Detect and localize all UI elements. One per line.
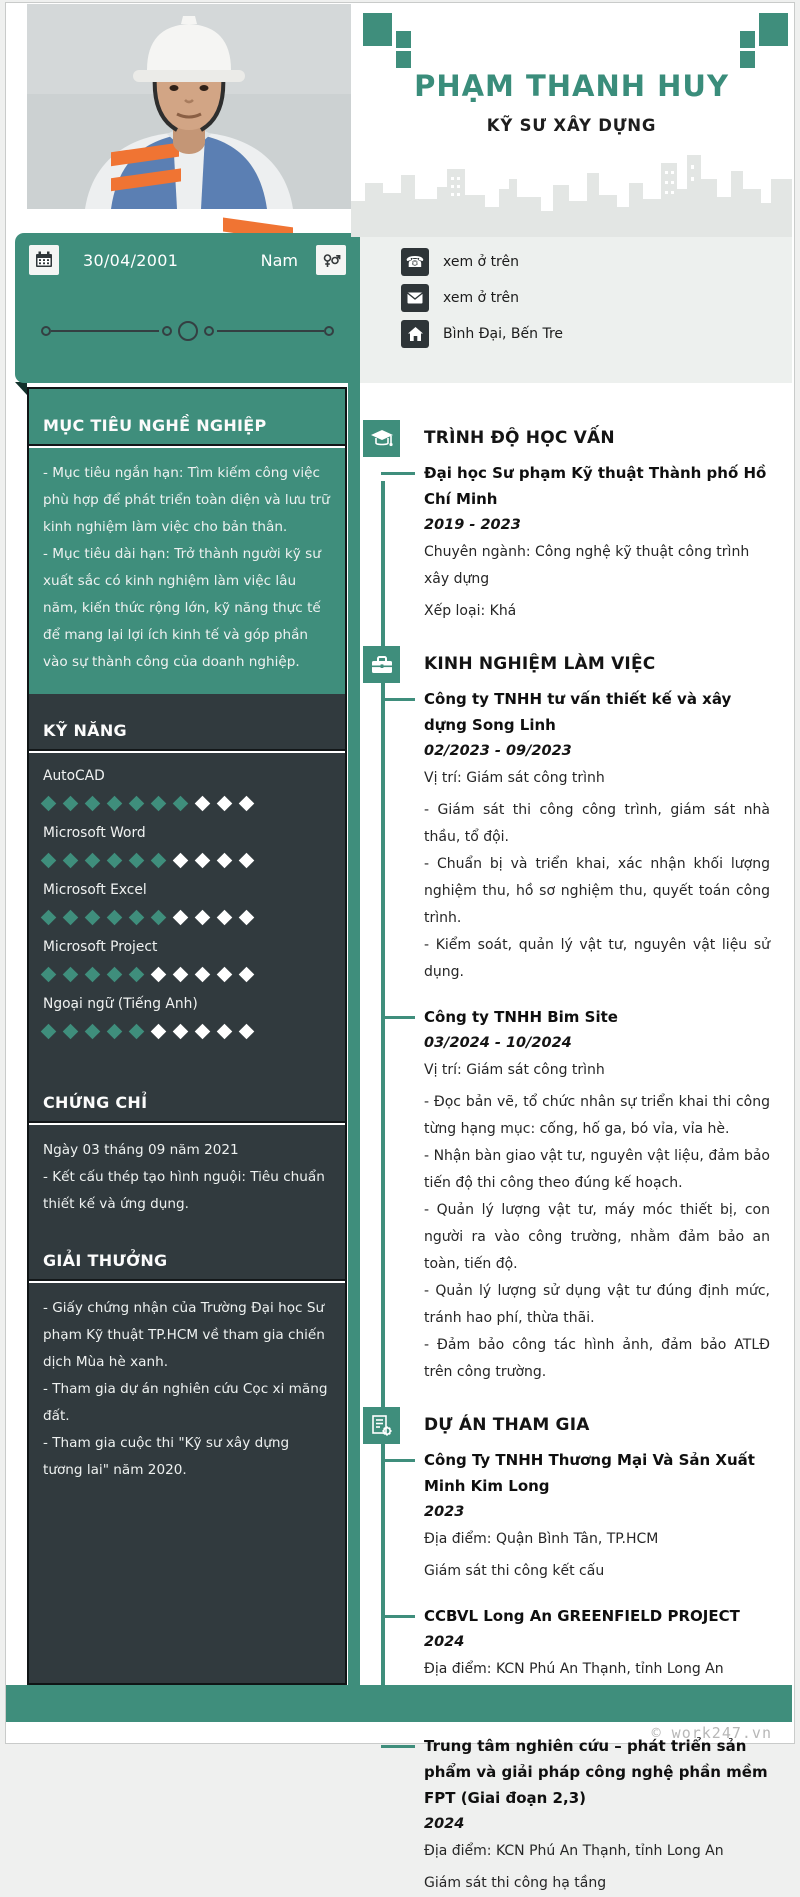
section-underline: [29, 444, 345, 448]
profile-photo-illustration: [27, 4, 351, 209]
project-entry: [424, 1447, 770, 1585]
skill-item: Microsoft Project: [43, 936, 331, 980]
decorative-squares-right: [738, 10, 788, 68]
certificate-line: Ngày 03 tháng 09 năm 2021: [43, 1142, 239, 1158]
project-location: Địa điểm: KCN Phú An Thạnh, tỉnh Long An: [424, 1843, 724, 1859]
section-underline: [29, 749, 345, 753]
job-title: KỸ SƯ XÂY DỰNG: [486, 116, 657, 135]
project-entry: [424, 1733, 770, 1897]
skills-section: [29, 694, 345, 1037]
sidebar-accent-strip: [348, 235, 360, 1685]
education-period: 2019 - 2023: [424, 517, 521, 533]
objective-section: [29, 389, 345, 694]
education-section: [360, 423, 792, 625]
school-name: Đại học Sư phạm Kỹ thuật Thành phố Hồ Chí Minh: [424, 464, 767, 508]
personal-info-row: [15, 233, 360, 275]
home-icon: [401, 320, 429, 348]
job-duty: - Đọc bản vẽ, tổ chức nhân sự triển khai thi công từng hạng mục: cống, hố ga, bó vỉa, vỉa hè.: [424, 1094, 770, 1137]
project-location: Địa điểm: Quận Bình Tân, TP.HCM: [424, 1531, 659, 1547]
job-duty: - Giám sát thi công công trình, giám sát nhà thầu, tổ đội.: [424, 802, 770, 845]
city-skyline-graphic: [351, 149, 792, 237]
company-name: Công ty TNHH tư vấn thiết kế và xây dựng Song Linh: [424, 690, 732, 734]
candidate-name: PHẠM THANH HUY: [414, 69, 729, 103]
award-line: - Giấy chứng nhận của Trường Đại học Sư phạm Kỹ thuật TP.HCM về tham gia chiến dịch Mùa hè xanh.: [43, 1300, 325, 1370]
education-grade: Xếp loại: Khá: [424, 603, 517, 619]
experience-section: [360, 649, 792, 1386]
job-duty: - Đảm bảo công tác hình ảnh, đảm bảo ATLĐ trên công trường.: [424, 1337, 770, 1380]
job-duty: - Nhận bàn giao vật tư, nguyên vật liệu, đảm bảo tiến độ thi công theo đúng kế hoạch.: [424, 1148, 770, 1191]
footer-accent-bar: [6, 1685, 792, 1722]
fold-corner: [15, 382, 27, 395]
personal-info-card: [15, 233, 360, 383]
award-line: - Tham gia dự án nghiên cứu Cọc xi măng đất.: [43, 1381, 328, 1424]
certificate-line: - Kết cấu thép tạo hình nguội: Tiêu chuẩn thiết kế và ứng dụng.: [43, 1169, 325, 1212]
job-duty: - Quản lý lượng sử dụng vật tư đúng định mức, tránh hao phí, thừa thãi.: [424, 1283, 770, 1326]
decorative-squares-left: [363, 10, 413, 68]
job-position: Vị trí: Giám sát công trình: [424, 1062, 605, 1078]
project-role: Giám sát thi công hạ tầng: [424, 1875, 607, 1891]
awards-heading: GIẢI THƯỞNG: [43, 1251, 168, 1270]
job-duty: - Quản lý lượng vật tư, máy móc thiết bị, con người ra vào công trường, nhằm đảm bảo an toàn, tiến độ.: [424, 1202, 770, 1272]
awards-section: [29, 1250, 345, 1484]
skill-level-diamonds: [43, 965, 331, 980]
experience-entry: [424, 1004, 770, 1386]
education-entry: [424, 460, 770, 625]
briefcase-icon: [363, 646, 400, 683]
section-underline: [29, 1121, 345, 1125]
gender-value: Nam: [260, 250, 298, 270]
project-role: Giám sát thi công kết cấu: [424, 1563, 605, 1579]
projects-section: [360, 1410, 792, 1897]
education-heading: TRÌNH ĐỘ HỌC VẤN: [424, 428, 615, 448]
project-year: 2024: [424, 1634, 465, 1650]
job-period: 02/2023 - 09/2023: [424, 743, 572, 759]
mail-icon: [401, 284, 429, 312]
skill-item: Microsoft Excel: [43, 879, 331, 923]
contact-row-phone: [360, 244, 792, 280]
phone-value: xem ở trên: [443, 254, 519, 270]
graduation-cap-icon: [363, 420, 400, 457]
profile-photo: [27, 4, 351, 209]
award-line: - Tham gia cuộc thi "Kỹ sư xây dựng tương lai" năm 2020.: [43, 1435, 290, 1478]
project-name: CCBVL Long An GREENFIELD PROJECT: [424, 1607, 740, 1625]
email-value: xem ở trên: [443, 290, 519, 306]
skill-item: Microsoft Word: [43, 822, 331, 866]
certificates-heading: CHỨNG CHỈ: [43, 1093, 148, 1112]
contact-row-email: [360, 280, 792, 316]
objective-heading: MỤC TIÊU NGHỀ NGHIỆP: [43, 416, 267, 435]
section-underline: [29, 1279, 345, 1283]
skill-level-diamonds: [43, 1022, 331, 1037]
dob-value: 30/04/2001: [83, 250, 179, 270]
project-name: Công Ty TNHH Thương Mại Và Sản Xuất Minh Kim Long: [424, 1451, 755, 1495]
phone-icon: ☎: [401, 248, 429, 276]
calendar-icon: [29, 245, 59, 275]
skill-level-diamonds: [43, 851, 331, 866]
project-year: 2023: [424, 1504, 465, 1520]
objective-line: - Mục tiêu dài hạn: Trở thành người kỹ sư xuất sắc có kinh nghiệm làm việc lâu năm, kiến thức rộng lớn, kỹ năng thực tế để mang lại lợi ích kinh tế và góp phần vào sự thành công của doanh nghiệp.: [43, 546, 321, 670]
skill-level-diamonds: [43, 794, 331, 809]
header: [351, 3, 792, 237]
brand-watermark: © work247.vn: [651, 1724, 772, 1742]
education-major: Chuyên ngành: Công nghệ kỹ thuật công trình xây dựng: [424, 544, 750, 587]
project-location: Địa điểm: KCN Phú An Thạnh, tỉnh Long An: [424, 1661, 724, 1677]
experience-heading: KINH NGHIỆM LÀM VIỆC: [424, 654, 656, 674]
company-name: Công ty TNHH Bim Site: [424, 1008, 618, 1026]
project-year: 2024: [424, 1816, 465, 1832]
skill-item: AutoCAD: [43, 765, 331, 809]
job-period: 03/2024 - 10/2024: [424, 1035, 572, 1051]
objective-line: - Mục tiêu ngắn hạn: Tìm kiếm công việc phù hợp để phát triển toàn diện và lưu trữ kinh nghiệm làm việc cho bản thân.: [43, 465, 330, 535]
projects-heading: DỰ ÁN THAM GIA: [424, 1415, 590, 1435]
gender-icon: [316, 245, 346, 275]
cv-page: [5, 2, 795, 1891]
address-value: Bình Đại, Bến Tre: [443, 326, 564, 342]
sidebar: [27, 387, 347, 1685]
contact-row-address: [360, 316, 792, 352]
decorative-divider: [41, 321, 334, 341]
experience-entry: [424, 686, 770, 986]
contact-section: [360, 237, 792, 383]
certificates-section: [29, 1092, 345, 1218]
skill-item: Ngoại ngữ (Tiếng Anh): [43, 993, 331, 1037]
document-gear-icon: [363, 1407, 400, 1444]
job-duty: - Chuẩn bị và triển khai, xác nhận khối lượng nghiệm thu, hồ sơ nghiệm thu, quyết toán công trình.: [424, 856, 770, 926]
project-name: Trung tâm nghiên cứu – phát triển sản phẩm và giải pháp công nghệ phần mềm FPT (Giai đoạn 2,3): [424, 1737, 768, 1807]
skill-level-diamonds: [43, 908, 331, 923]
job-position: Vị trí: Giám sát công trình: [424, 770, 605, 786]
job-duty: - Kiểm soát, quản lý vật tư, nguyên vật liệu sử dụng.: [424, 937, 770, 980]
skills-heading: KỸ NĂNG: [43, 721, 127, 740]
